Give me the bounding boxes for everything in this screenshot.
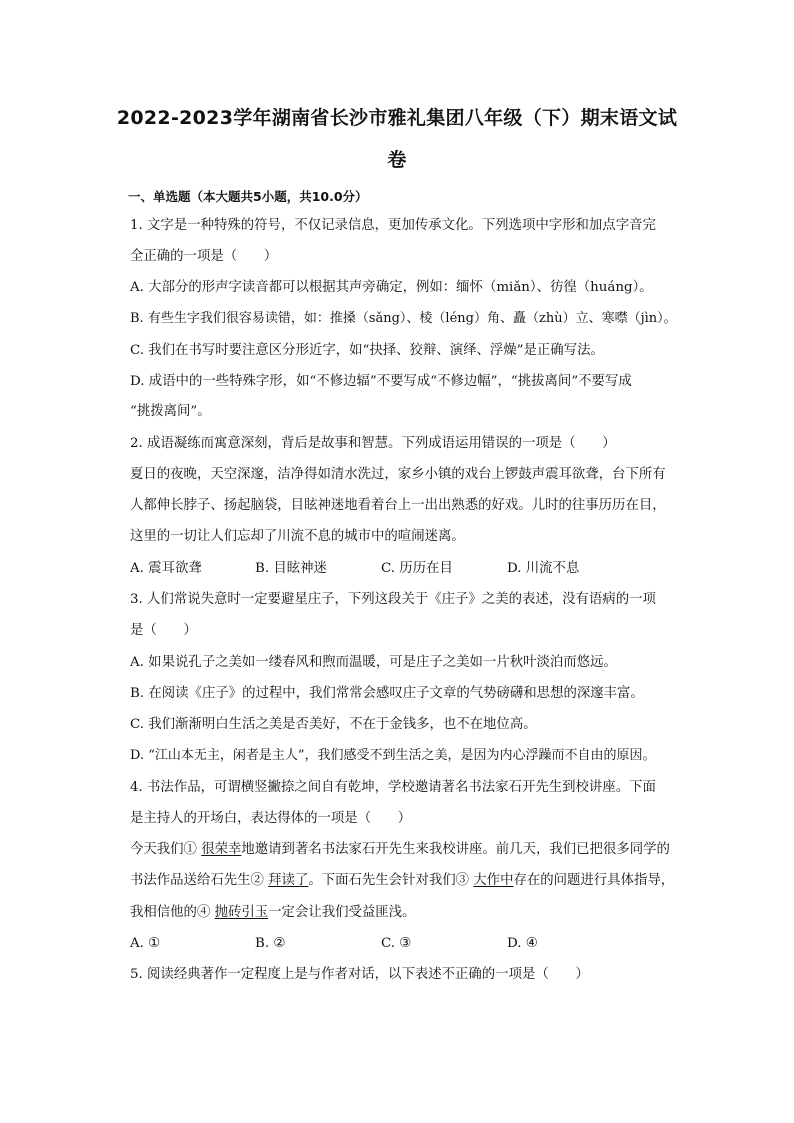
q4-option-a: A. ① <box>130 936 161 951</box>
q3-stem-line-2: 是（ ） <box>130 623 197 638</box>
q1-stem-line-2: 全正确的一项是（ ） <box>130 249 278 264</box>
q2-passage-line-3: 这里的一切让人们忘却了川流不息的城市中的喧闹迷离。 <box>130 529 465 544</box>
q2-stem: 2. 成语凝练而寓意深刻，背后是故事和智慧。下列成语运用错误的一项是（ ） <box>130 436 616 451</box>
section-heading: 一、单选题（本大题共5小题，共10.0分） <box>128 189 368 204</box>
q4-option-c: C. ③ <box>381 936 412 951</box>
q3-option-c: C. 我们渐渐明白生活之美是否美好，不在于金钱多，也不在地位高。 <box>130 717 537 732</box>
q4-passage-text: 我相信他的④ <box>130 905 215 920</box>
q3-stem-line-1: 3. 人们常说失意时一定要避星庄子，下列这段关于《庄子》之美的表述，没有语病的一项 <box>130 592 656 607</box>
q4-stem-line-1: 4. 书法作品，可谓横竖撇捺之间自有乾坤，学校邀请著名书法家石开先生到校讲座。下面 <box>130 780 656 795</box>
q4-passage-text: 一定会让我们受益匪浅。 <box>268 905 416 920</box>
q1-option-a: A. 大部分的形声字读音都可以根据其声旁确定，例如：缅怀（miǎn）、彷徨（huáng）。 <box>130 280 653 295</box>
q2-option-b: B. 目眩神迷 <box>255 561 327 576</box>
q2-passage-line-1: 夏日的夜晚，天空深邃，洁净得如清水洗过，家乡小镇的戏台上锣鼓声震耳欲聋，台下所有 <box>130 467 666 482</box>
q4-passage-line-2 <box>130 872 674 890</box>
q1-option-d-line-1: D. 成语中的一些特殊字形，如“不修边辐”不要写成“不修边幅”，“挑拔离间”不要写成 <box>130 374 632 389</box>
q1-option-c: C. 我们在书写时要注意区分形近字，如“抉择、狡辩、演绎、浮燥”是正确写法。 <box>130 343 604 358</box>
q4-stem-line-2: 是主持人的开场白，表达得体的一项是（ ） <box>130 811 412 826</box>
q5-stem: 5. 阅读经典著作一定程度上是与作者对话，以下表述不正确的一项是（ ） <box>130 967 589 982</box>
q4-passage-line-3 <box>130 904 415 922</box>
q4-option-b: B. ② <box>255 936 286 951</box>
q4-underlined-phrase-3: 大作中 <box>473 873 514 888</box>
page-title-line-1: 2022-2023学年湖南省长沙市雅礼集团八年级（下）期末语文试 <box>116 107 678 129</box>
q4-underlined-phrase-1: 很荣幸 <box>201 842 242 857</box>
q3-option-a: A. 如果说孔子之美如一缕春风和煦而温暖，可是庄子之美如一片秋叶淡泊而悠远。 <box>130 655 617 670</box>
q4-underlined-phrase-2: 拜读了 <box>268 873 309 888</box>
q4-passage-text: 地邀请到著名书法家石开先生来我校讲座。前几天，我们已把很多同学的 <box>241 842 670 857</box>
q2-passage-line-2: 人都伸长脖子、扬起脑袋，目眩神迷地看着台上一出出熟悉的好戏。儿时的往事历历在目， <box>130 498 666 513</box>
q3-option-b: B. 在阅读《庄子》的过程中，我们常常会感叹庄子文章的气势磅礴和思想的深邃丰富。 <box>130 686 644 701</box>
q4-passage-text: 今天我们① <box>130 842 202 857</box>
q1-option-b: B. 有些生字我们很容易读错，如：推搡（sǎng）、棱（léng）角、矗（zhù）立、寒噤（jìn）。 <box>130 311 677 326</box>
q4-passage-text: 存在的问题进行具体指导， <box>513 873 675 888</box>
q1-option-d-line-2: “挑拨离间”。 <box>130 404 211 419</box>
q4-passage-line-1 <box>130 841 670 859</box>
q1-stem-line-1: 1. 文字是一种特殊的符号，不仅记录信息，更加传承文化。下列选项中字形和加点字音完 <box>130 218 656 233</box>
page-title-line-2: 卷 <box>387 149 407 171</box>
q4-passage-text: 书法作品送给石先生② <box>130 873 269 888</box>
q2-option-d: D. 川流不息 <box>507 561 580 576</box>
q3-option-d: D. “江山本无主，闲者是主人”，我们感受不到生活之美，是因为内心浮躁而不自由的原因。 <box>130 748 656 763</box>
q4-passage-text: 。下面石先生会针对我们③ <box>308 873 474 888</box>
q2-option-a: A. 震耳欲聋 <box>130 561 202 576</box>
q4-option-d: D. ④ <box>507 936 538 951</box>
q4-underlined-phrase-4: 抛砖引玉 <box>214 905 269 920</box>
q2-option-c: C. 历历在目 <box>381 561 453 576</box>
